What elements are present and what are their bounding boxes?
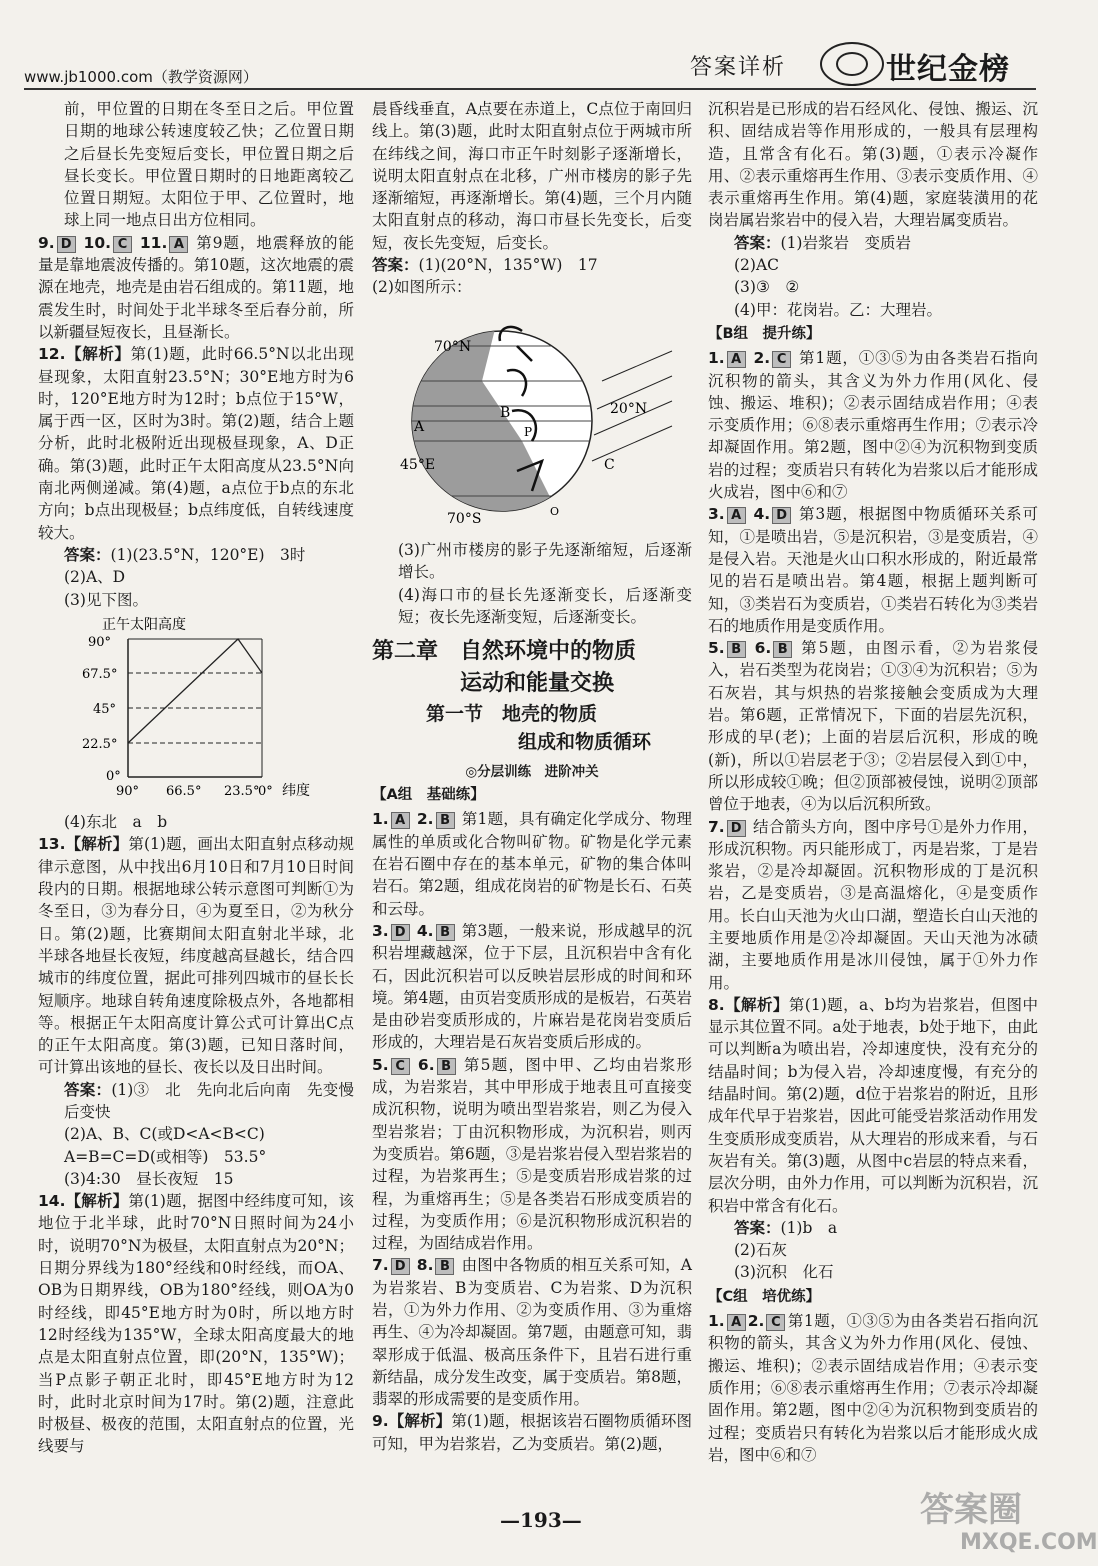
label-a: A — [414, 418, 425, 435]
sunlight-arrow — [602, 351, 672, 381]
chapter-title: 第二章 自然环境中的物质 运动和能量交换 — [372, 639, 637, 697]
altitude-line — [128, 639, 262, 743]
answer-box: D — [57, 236, 76, 253]
label-45e: 45°E — [400, 456, 436, 473]
x-tick: 0° — [258, 783, 273, 799]
answer-box: A — [727, 351, 746, 368]
question-7-8: 7. D 8. B 由图中各物质的相互关系可知，A为岩浆岩、B为变质岩、C为岩浆、D为沉积岩，①为外力作用、②为变质作用、③为重熔再生、④为冷却凝固。第7题，由题意可知，翡翠形成于低温、极高压条件下，且岩石进行重新结晶，成分发生改变，属于变质岩。第8题，翡翠的形成需要的是变质作用。 — [372, 1256, 692, 1409]
answer-box: B — [436, 924, 455, 941]
answer-box: D — [391, 924, 410, 941]
question-5-6: 5. B 6. B 第5题，由图示看，②为岩浆侵入，岩石类型为花岗岩；①③④为沉积岩；⑤为石灰岩，其与炽热的岩浆接触会变质成为大理岩。第6题，正常情况下，下面的岩层先沉积，形成的早(老)；上面的岩层后沉积，形成的晚(新)，所以①岩层老于③；②岩层侵入到①中，所以形成较①晚；但②顶部被侵蚀，说明②顶部曾位于地表，④为以后沉积所致。 — [708, 639, 1038, 814]
question-3-4: 3. A 4. D 第3题，根据图中物质循环关系可知，①是喷出岩，⑤是沉积岩，③是变质岩，④是侵入岩。天池是火山口积水形成的，附近最常见的岩石是喷出岩。第4题，根据上题判断可知，③类岩石为变质岩，①类岩石转化为③类岩石的地质作用是变质作用。 — [708, 505, 1038, 635]
question-5-6: 5. C 6. B 第5题，图中甲、乙均由岩浆形成，为岩浆岩，其中甲形成于地表且可直接变成沉积物，说明为喷出型岩浆岩，则乙为侵入型岩浆岩；丁由沉积物形成，为沉积岩，则丙为变质岩。第6题，③是岩浆岩侵入型岩浆岩的过程，为岩浆再生；⑤是变质岩形成岩浆的过程，为重熔再生；⑤是各类岩石形成变质岩的过程，为变质作用；⑥是沉积物形成沉积岩的过程，为固结成岩作用。 — [372, 1055, 692, 1253]
watermark: 答案圈 — [920, 1490, 1022, 1530]
answer-13: 答案：(1)③ 北 先向北后向南 先变慢后变快 — [64, 1080, 354, 1121]
answer-box: B — [436, 812, 455, 829]
label-o: O — [550, 504, 560, 518]
answer-8: 答案：(1)b a — [734, 1218, 838, 1237]
sunlight-arrow — [592, 426, 672, 461]
column-middle — [372, 98, 692, 1455]
question-7: 7. D 结合箭头方向，图中序号①是外力作用，形成沉积物。丙只能形成丁，丙是岩浆，丁是岩浆岩，②是冷却凝固。沉积物形成的丁是沉积岩，乙是变质岩，③是高温熔化，④是变质作用。长白山天池为火山口湖，塑造长白山天池的主要地质作用是②冷却凝固。天山天池为冰碛湖，主要地质作用是冰川侵蚀，属于①外力作用。 — [708, 817, 1038, 992]
x-tick: 23.5° — [224, 783, 260, 799]
question-13: 13.【解析】第(1)题，画出太阳直射点移动规律示意图，从中找出6月10日和7月10日时间段内的日期。根据地球公转示意图可判断①为冬至日，③为春分日，④为夏至日，②为秋分日。第(2)题，比赛期间太阳直射北半球，北半球各地昼长夜短，纬度越高昼越长，结合四城市的纬度位置，据此可排列四城市的昼长长短顺序。地球自转角速度除极点外，各地都相等。根据正午太阳高度计算公式可计算出C点的正午太阳高度。第(3)题，已知日落时间，可计算出该地的昼长、夜长以及日出时间。 — [38, 835, 354, 1077]
answer-line: (3)广州市楼房的影子先逐渐缩短，后逐渐增长。 — [398, 540, 692, 582]
answer-box: D — [772, 507, 791, 524]
answer-line: (3)见下图。 — [64, 590, 148, 609]
question-1-2: 1. A 2. C 第1题，①③⑤为由各类岩石指向沉积物的箭头，其含义为外力作用(风化、侵蚀、搬运、堆积)；②表示固结成岩作用；④表示变质作用；⑥⑧表示重熔再生作用；⑦表示冷却凝固作用。第2题，图中②④为沉积物到变质岩的过程；变质岩只有转化为岩浆以后才能形成火成岩，图中⑥和⑦ — [708, 349, 1038, 502]
question-14: 14.【解析】第(1)题，据图中经纬度可知，该地位于北半球，此时70°N日照时间为24小时，说明70°N为极昼，太阳直射点为20°N；日期分界线为180°经线和0时经线，而OA、OB为日期界线，OB为180°经线，则OA为0时经线，即45°E地方时为0时，所以地方时12时经线为135°W，全球太阳高度最大的地点是太阳直射点位置，即(20°N，135°W)；当P点影子朝正北时，即45°E地方时为12时，此时北京时间为17时。第(2)题，注意此时极昼、极夜的范围，太阳直射点的位置，光线要与 — [38, 1192, 354, 1456]
chart-title: 正午太阳高度 — [102, 616, 186, 633]
answer-line: A=B=C=D(或相等) 53.5° — [64, 1147, 267, 1166]
section-title: 第一节 地壳的物质 组成和物质循环 — [426, 703, 652, 754]
paragraph: 前，甲位置的日期在冬至日之后。甲位置日期的地球公转速度较乙快；乙位置日期之后昼长先变短后变长，甲位置日期之后昼长变长。甲位置日期时的日地距离较乙位置日期短。太阳位于甲、乙位置时，地球上同一地点日出方位相同。 — [64, 100, 354, 230]
y-tick: 90° — [88, 634, 112, 650]
answer-line: (2)A、D — [64, 568, 126, 587]
answer-line: (2)石灰 — [734, 1241, 787, 1260]
paragraph: 晨昏线垂直，A点要在赤道上，C点位于南回归线上。第(3)题，此时太阳直射点位于两城市所在纬线之间，海口市正午时刻影子逐渐增长，说明太阳直射点在北移，广州市楼房的影子先逐渐缩短，再逐渐增长。第(4)题，三个月内随太阳直射点的移动，海口市昼长先变长，后变短，夜长先变短，后变长。 — [372, 100, 692, 252]
x-tick: 90° — [116, 783, 140, 799]
x-tick: 66.5° — [166, 783, 202, 799]
label-p: P — [524, 424, 533, 439]
answer-line: (2)A、B、C(或D<A<B<C) — [64, 1125, 265, 1144]
y-tick: 0° — [106, 768, 121, 784]
site-url[interactable]: www.jb1000.com（教学资源网） — [24, 68, 258, 86]
answer-box: C — [391, 1058, 410, 1075]
column-right — [708, 98, 1038, 1466]
question-12: 12.【解析】第(1)题，此时66.5°N以北出现昼现象，太阳直射23.5°N；30°E地方时为6时，120°E地方时为12时；b点位于15°W，属于西一区，区时为3时。第(2)题，结合上题分析，此时北极附近出现极昼现象，A、D正确。第(3)题，此时正午太阳高度从23.5°N向南北两侧递减。第(4)题，a点位于b点的东北方向；b点出现极昼；b点纬度低，自转线速度较大。 — [38, 345, 354, 542]
watermark-url: MXQE.COM — [960, 1530, 1098, 1555]
paragraph: 沉积岩是已形成的岩石经风化、侵蚀、搬运、沉积、固结成岩等作用形成的，一般具有层理构造，且常含有化石。第(3)题，①表示冷凝作用、②表示重熔再生作用、③表示变质作用、④表示重熔再生作用。第(4)题，家庭装潢用的花岗岩属岩浆岩中的侵入岩，大理岩属变质岩。 — [708, 100, 1038, 230]
y-tick: 45° — [93, 701, 117, 717]
header-title: 答案详析 — [690, 55, 787, 80]
question-1-2: 1. A 2. C 第1题，①③⑤为由各类岩石指向沉积物的箭头，其含义为外力作用(风化、侵蚀、搬运、堆积)；②表示固结成岩作用；④表示变质作用；⑥⑧表示重熔再生作用；⑦表示冷却凝固作用。第2题，图中②④为沉积物到变质岩的过程；变质岩只有转化为岩浆以后才能形成火成岩，图中⑥和⑦ — [708, 1312, 1038, 1464]
column-left — [38, 98, 354, 1458]
noon-sun-altitude-chart — [38, 613, 338, 803]
brand-name: 世纪金榜 — [886, 52, 1010, 87]
group-a-heading: 【A组 基础练】 — [372, 787, 485, 804]
answer-line: (3)沉积 化石 — [734, 1263, 834, 1282]
answer-12: 答案：(1)(23.5°N，120°E) 3时 — [64, 545, 306, 564]
header-rule — [24, 88, 1036, 90]
y-tick: 67.5° — [82, 666, 118, 682]
page-number: —193— — [500, 1508, 582, 1532]
answer-box: A — [727, 1314, 746, 1331]
answer-line: (4)海口市的昼长先逐渐变长，后逐渐变短；夜长先逐渐变短，后逐渐变长。 — [398, 585, 692, 626]
answer-box: B — [435, 1258, 454, 1275]
question-9: 9.【解析】第(1)题，根据该岩石圈物质循环图可知，甲为岩浆岩，乙为变质岩。第(2)题， — [372, 1412, 692, 1453]
question-1-2: 1. A 2. B 第1题，具有确定化学成分、物理属性的单质或化合物叫矿物。矿物是化学元素在岩石圈中存在的基本单元，矿物的集合体叫岩石。第2题，组成花岗岩的矿物是长石、石英和云母。 — [372, 810, 692, 918]
answer-line: (4)甲：花岗岩。乙：大理岩。 — [734, 300, 942, 319]
group-c-heading: 【C组 培优练】 — [708, 1288, 821, 1305]
layer-training-tag: ◎分层训练 进阶冲关 — [465, 764, 599, 781]
answer-box: A — [727, 507, 746, 524]
answer-9: 答案：(1)岩浆岩 变质岩 — [734, 233, 911, 252]
question-9-11: 9. D 10. C 11. A 第9题，地震释放的能量是靠地震波传播的。第10题，这次地震的震源在地壳，地壳是由岩石组成的。第11题，地震发生时，时间处于北半球冬至后春分前，所以新疆昼短夜长，且昼渐长。 — [38, 233, 354, 341]
y-tick: 22.5° — [82, 736, 118, 752]
answer-box: B — [773, 641, 792, 658]
answer-14: 答案：(1)(20°N，135°W) 17 — [372, 256, 598, 275]
label-70n: 70°N — [434, 338, 472, 355]
answer-box: C — [772, 351, 791, 368]
answer-box: A — [169, 236, 188, 253]
question-3-4: 3. D 4. B 第3题，一般来说，形成越早的沉积岩埋藏越深，位于下层，且沉积岩中含有化石，因此沉积岩可以反映岩层形成的时间和环境。第4题，由页岩变质形成的是板岩，石英岩是由砂岩变质形成的，片麻岩是花岗岩变质后形成的，大理岩是石灰岩变质后形成的。 — [372, 921, 692, 1052]
question-8: 8.【解析】第(1)题，a、b均为岩浆岩，但图中显示其位置不同。a处于地表，b处于地下，由此可以判断a为喷出岩，冷却速度快，没有充分的结晶时间；b为侵入岩，冷却速度慢，有充分的结晶时间。第(2)题，d位于岩浆岩的附近，且形成年代早于岩浆岩，因此可能受岩浆活动作用发生变质形成变质岩，从大理岩的形成来看，与石灰岩有关。第(3)题，从图中c岩层的特点来看，层次分明，由外力作用，可以判断为沉积岩，沉积岩中常含有化石。 — [708, 995, 1038, 1215]
label-c: C — [604, 456, 615, 473]
label-70s: 70°S — [447, 510, 482, 527]
answer-box: A — [391, 812, 410, 829]
group-b-heading: 【B组 提升练】 — [708, 325, 821, 342]
page-header — [0, 0, 1080, 92]
answer-line: (2)AC — [734, 256, 780, 275]
answer-box: B — [437, 1058, 456, 1075]
x-axis-label: 纬度 — [282, 782, 310, 799]
answer-line: (2)如图所示： — [372, 278, 472, 297]
label-20n: 20°N — [610, 400, 648, 417]
answer-line: (3)4:30 昼长夜短 15 — [64, 1169, 234, 1188]
answer-line: (4)东北 a b — [64, 813, 168, 832]
answer-box: D — [727, 820, 746, 837]
answer-box: B — [727, 641, 746, 658]
answer-box: C — [766, 1314, 785, 1331]
label-b: B — [500, 404, 511, 421]
brand-logo-icon — [820, 42, 884, 86]
answer-line: (3)③ ② — [734, 278, 800, 297]
answer-box: D — [391, 1258, 410, 1275]
globe-illumination-diagram — [372, 301, 692, 531]
answer-box: C — [113, 236, 132, 253]
